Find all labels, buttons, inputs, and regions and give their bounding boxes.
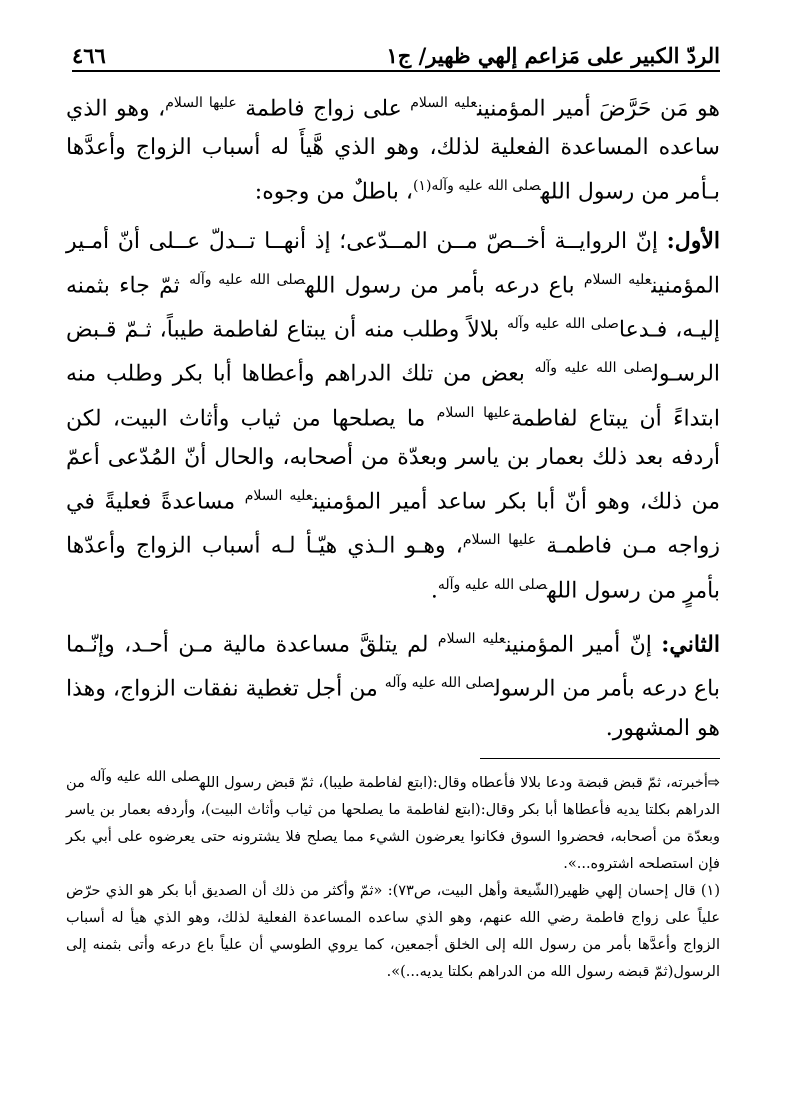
intro-paragraph bbox=[66, 84, 720, 212]
text-run: إنّ أمير المؤمنين bbox=[505, 632, 662, 658]
honorific-mark: صلى الله عليه وآله bbox=[437, 576, 548, 593]
honorific-mark: عليها السلام bbox=[436, 404, 512, 421]
text-run: بلالاً وطلب منه أن يبتاع لفاطمة طيباً، ثـمّ قـبض الرسـول bbox=[66, 317, 721, 387]
continuation-arrow-icon: ⇨ bbox=[707, 774, 721, 791]
honorific-mark: صلى الله عليه وآله bbox=[384, 675, 494, 692]
text-run: مساعدةً فعليةً في زواجه مـن فاطمـة bbox=[66, 489, 720, 559]
text-run: من أجل تغطية نفقات الزواج، وهذا هو المشهور. bbox=[65, 676, 720, 741]
footnote-ref: (١) bbox=[412, 178, 432, 195]
text-run: إنّ الروايــة أخــصّ مــن المــدّعى؛ إذ أنهــا تــدلّ عــلى أنّ أمـير المؤمنين bbox=[66, 228, 720, 298]
text-run: ثمّ جاء بثمنه إليـه، فـدعا bbox=[66, 272, 720, 343]
text-run: باع درعه بأمر من رسول الله bbox=[305, 272, 584, 298]
main-text bbox=[66, 84, 720, 758]
text-run: هو مَن حَرَّضَ أمير المؤمنين bbox=[476, 96, 720, 122]
page-number: ٤٦٦ bbox=[72, 43, 106, 68]
text-run: . bbox=[430, 577, 438, 603]
honorific-mark: عليه السلام bbox=[410, 95, 477, 111]
page-header bbox=[72, 28, 720, 68]
footnote-1-marker: (١) bbox=[700, 882, 720, 899]
text-run: ما يصلحها من ثياب وأثاث البيت، لكن أردفه بعد ذلك بعمار بن ياسر وبعدّة من أصحابه، والحال أنّ المُدّعى أعمّ من ذلك، وهو أنّ أبا بكر ساعد أمير المؤمنين bbox=[66, 405, 720, 515]
text-run: أخبرته، ثمّ قبض قبضة ودعا بلالا فأعطاه وقال:(ابتع لفاطمة طيبا)، ثمّ قبض رسول الله bbox=[199, 774, 708, 791]
first-point-paragraph bbox=[66, 222, 720, 610]
text-run: بعض من تلك الدراهم وأعطاها أبا بكر وطلب منه ابتداءً أن يبتاع لفاطمة bbox=[66, 361, 720, 431]
honorific-mark: عليها السلام bbox=[165, 95, 237, 111]
header-rule bbox=[72, 70, 720, 72]
honorific-mark: صلى الله عليه وآله bbox=[534, 360, 653, 377]
first-point-label: الأول: bbox=[666, 227, 720, 254]
honorific-mark: عليه السلام bbox=[583, 271, 652, 288]
footnote-separator bbox=[480, 758, 720, 759]
second-point-paragraph bbox=[66, 620, 720, 748]
honorific-mark: عليه السلام bbox=[437, 630, 506, 647]
running-title: الردّ الكبير على مَزاعم إلهي ظهير/ ج١ bbox=[386, 43, 720, 68]
honorific-mark: عليه السلام bbox=[244, 487, 313, 504]
text-run: على زواج فاطمة bbox=[236, 96, 411, 122]
text-run: لم يتلقَّ مساعدة مالية مـن أحـد، وإنّـما باع درعه بأمر من الرسول bbox=[66, 632, 720, 702]
second-point-label: الثاني: bbox=[661, 631, 720, 658]
text-run: قال إحسان إلهي ظهير(الشّيعة وأهل البيت، ص٧٣): «ثمّ وأكثر من ذلك أن الصديق أبا بكر هو الذي حرّض علياً على زواج فاطمة رضي الله عنهم، وهو الذي ساعده المساعدة الفعلية لذلك، وهو الذي هيأ له أسباب الزواج وأعدَّها بأمر من رسول الله إلى الخلق أجمعين، كما يروي الطوسي أن علياً باع درعه وأتى بثمنه إلى الرسول(ثمّ قبضه رسول الله من الدراهم بكلتا يديه...)». bbox=[66, 882, 720, 980]
text-run: من الدراهم بكلتا يديه فأعطاها أبا بكر وقال:(ابتع لفاطمة ما يصلحها من ثياب وأثاث البيت)، وأردفه بعمار بن ياسر وبعدّة من أصحابه، فحضروا السوق فكانوا يعرضون الشيء مما يصلح فلا يشترونه حتى يعرضوه على أبي بكر فإن استصلحه اشتروه...». bbox=[66, 774, 720, 872]
text-run: ، باطلٌ من وجوه: bbox=[254, 179, 413, 205]
honorific-mark: صلى الله عليه وآله bbox=[507, 315, 619, 332]
footnotes bbox=[66, 764, 720, 986]
footnote-1 bbox=[66, 878, 720, 986]
honorific-mark: صلى الله عليه وآله bbox=[89, 769, 200, 785]
footnote-continuation bbox=[66, 764, 720, 878]
honorific-mark: صلى الله عليه وآله bbox=[189, 271, 306, 288]
text-run: ، وهـو الـذي هيّـأ لـه أسباب الزواج وأعدّها بأمرٍ من رسول الله bbox=[66, 533, 720, 603]
honorific-mark: عليها السلام bbox=[462, 532, 537, 549]
honorific-mark: صلى الله عليه وآله bbox=[431, 178, 541, 195]
text-run: ، وهو الذي ساعده المساعدة الفعلية لذلك، وهو الذي هَّيأَ له أسباب الزواج وأعدَّها بـأمر من رسول الله bbox=[66, 96, 720, 205]
